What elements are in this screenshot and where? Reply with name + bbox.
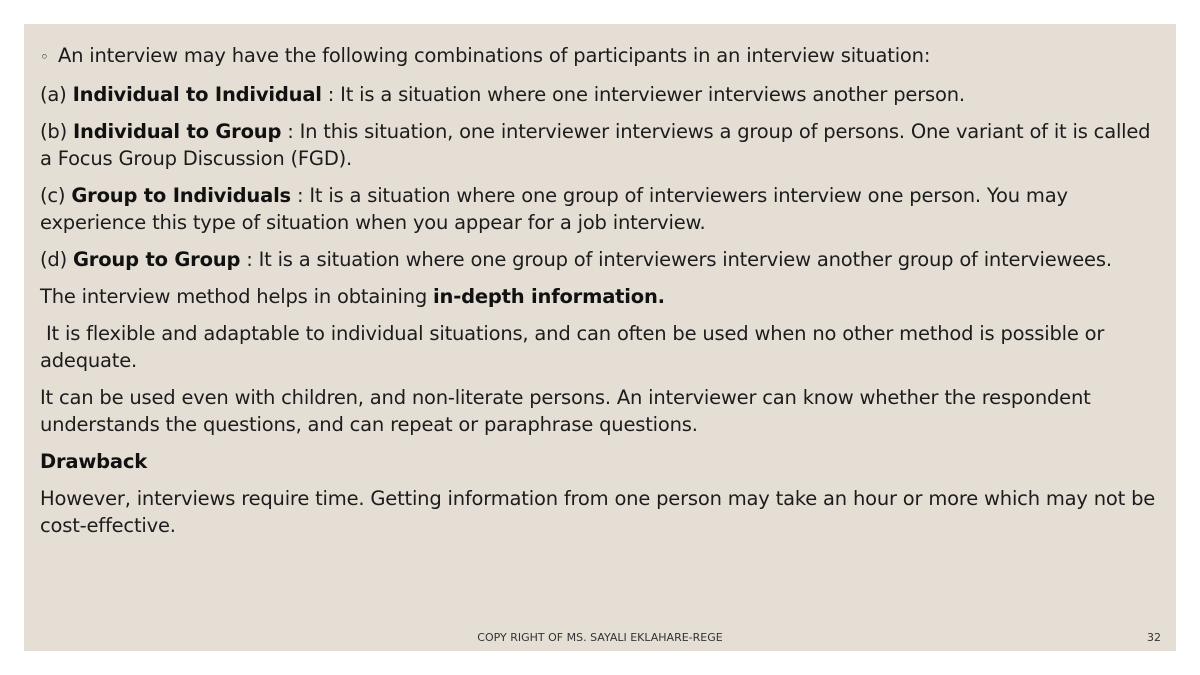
intro-text: An interview may have the following combinations of participants in an interview situation: [58, 44, 931, 67]
slide-content [40, 42, 1162, 549]
children-paragraph: It can be used even with children, and non-literate persons. An interviewer can know whether the respondent understands the questions, and can repeat or paraphrase questions. [40, 386, 1091, 436]
item-term: Group to Individuals [71, 184, 291, 207]
page-number: 32 [1147, 631, 1161, 644]
item-individual-to-group [40, 118, 1162, 172]
flexible-paragraph: It is flexible and adaptable to individual situations, and can often be used when no other method is possible or adequate. [40, 322, 1111, 372]
method-paragraph [40, 283, 1162, 310]
bullet-icon: ◦ [40, 48, 49, 66]
item-prefix: (d) [40, 248, 73, 271]
item-term: Individual to Group [73, 120, 282, 143]
method-text: The interview method helps in obtaining [40, 285, 434, 308]
item-prefix: (b) [40, 120, 73, 143]
item-text: : In this situation, one interviewer interviews a group of persons. One variant of it is called a Focus Group Discussion (FGD). [40, 120, 1151, 170]
intro-bullet [40, 42, 1162, 71]
item-group-to-individuals [40, 182, 1162, 236]
item-term: Individual to Individual [72, 83, 322, 106]
item-text: : It is a situation where one group of interviewers interview another group of interviewees. [240, 248, 1112, 271]
item-prefix: (a) [40, 83, 73, 106]
item-group-to-group [40, 246, 1162, 273]
item-term: Group to Group [73, 248, 241, 271]
slide [24, 24, 1176, 651]
method-bold: in-depth information. [433, 285, 665, 308]
footer-copyright: COPY RIGHT OF MS. SAYALI EKLAHARE-REGE [477, 631, 723, 644]
item-individual-to-individual [40, 81, 1162, 108]
drawback-heading [40, 448, 1162, 475]
item-prefix: (c) [40, 184, 72, 207]
drawback-paragraph: However, interviews require time. Getting information from one person may take an hour or more which may not be cost-effective. [40, 487, 1156, 537]
item-text: : It is a situation where one interviewer interviews another person. [321, 83, 965, 106]
drawback-heading-text: Drawback [40, 450, 148, 473]
item-text: : It is a situation where one group of interviewers interview one person. You may experience this type of situation when you appear for a job interview. [40, 184, 1068, 234]
